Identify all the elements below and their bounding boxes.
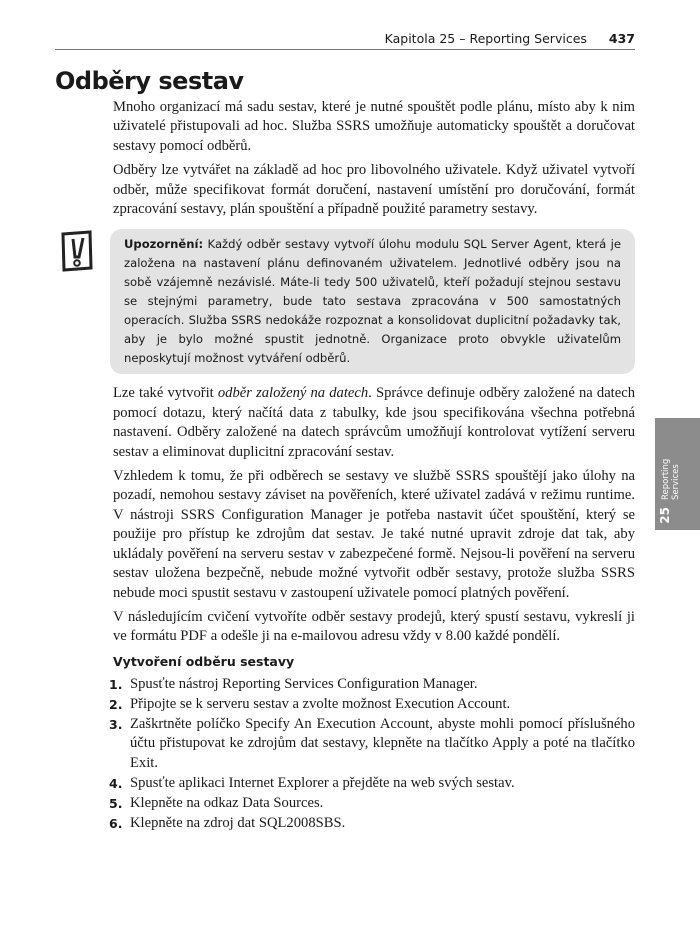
paragraph: Vzhledem k tomu, že při odběrech se sestavy ve službě SSRS spouštějí jako úlohy na pozadí, nemohou sestavy záviset na pověřeních, které uživatel zadává v režimu runtime. V nástroji SSRS Configuration Manager je potřeba nastavit účet spouštění, který se použije pro přístup ke zdrojům dat sestav. Je také nutné upravit zdroje dat tak, aby ukládaly pověření na serveru sestav v zabezpečené formě. Nejsou-li pověření na serveru sestav uložena bezpečně, nebude možné vytvořit odběr sestavy, protože služba SSRS nebude moci spustit sestavu v zastoupení uživatele pomocí platných pověření.: [113, 468, 635, 601]
callout-label: Upozornění:: [124, 237, 204, 252]
list-item: [109, 774, 635, 794]
warning-icon: [60, 230, 94, 272]
step-text: Klepněte na zdroj dat SQL2008SBS.: [130, 814, 346, 831]
section-title: Odběry sestav: [55, 67, 244, 95]
list-item: [109, 794, 635, 814]
paragraph: Odběry lze vytvářet na základě ad hoc pro libovolného uživatele. Když uživatel vytvoří odběr, může specifikovat formát doručení, nastavení umístění pro doručování, formát zpracování sestavy, plán spouštění a případně použité parametry sestavy.: [113, 162, 635, 218]
step-text: Zaškrtněte políčko Specify An Execution Account, abyste mohli pomocí příslušného účtu přistupovat ke zdrojům dat sestavy, klepněte na tlačítko Apply a poté na tlačítko Exit.: [130, 715, 635, 771]
main-text: [113, 384, 635, 646]
step-text: Spusťte aplikaci Internet Explorer a přejděte na web svých sestav.: [130, 774, 515, 791]
chapter-title: Kapitola 25 – Reporting Services: [384, 31, 587, 46]
list-item: [109, 715, 635, 774]
chapter-thumb-tab: [655, 418, 700, 530]
callout-text: Každý odběr sestavy vytvoří úlohu modulu SQL Server Agent, která je založena na nastavení plánu definovaném uživatelem. Jednotlivé odběry jsou na sobě vzájemně nezávislé. Máte-li tedy 500 uživatelů, kteří požadují stejnou sestavu se stejnými parametry, bude tato sestava zpracována v 500 samostatných operacích. Služba SSRS nedokáže rozpoznat a konsolidovat duplicitní požadavky tak, aby je bylo možné spustit jednotně. Organizace proto obvykle uživatelům neposkytují možnost vytváření odběrů.: [124, 237, 621, 366]
warning-block: [55, 229, 635, 374]
tab-number: 25: [658, 507, 672, 524]
list-item: [109, 814, 635, 834]
step-text: Klepněte na odkaz Data Sources.: [130, 794, 324, 811]
italic-term: odběr založený na datech: [217, 385, 369, 402]
step-text: Spusťte nástroj Reporting Services Configuration Manager.: [130, 675, 478, 692]
text-run: . Správce definuje odběry založené na datech pomocí dotazu, který načítá data z tabulky, kde jsou specifikována všechna potřebná nastavení. Odběry založené na datech správcům umožňují kontrolovat vytížení serveru sestav a eliminovat duplicitní zpracování sestav.: [113, 385, 635, 460]
page-number: 437: [608, 31, 635, 46]
step-number: 5.: [109, 795, 123, 811]
paragraph: [113, 384, 635, 462]
list-item: [109, 675, 635, 695]
text-run: Lze také vytvořit: [113, 385, 218, 402]
content-column: [55, 66, 635, 834]
warning-callout: [110, 229, 635, 374]
running-header: [55, 31, 635, 50]
tab-label: Reporting Services: [661, 458, 681, 500]
intro-text: [113, 98, 635, 219]
step-text: Připojte se k serveru sestav a zvolte možnost Execution Account.: [130, 695, 511, 712]
step-number: 6.: [109, 815, 123, 831]
step-number: 4.: [109, 775, 123, 791]
procedure-heading: Vytvoření odběru sestavy: [113, 653, 295, 669]
paragraph: V následujícím cvičení vytvoříte odběr sestavy prodejů, který spustí sestavu, vykreslí ji ve formátu PDF a odešle ji na e-mailovou adresu vždy v 8.00 každé pondělí.: [113, 608, 635, 645]
step-number: 3.: [109, 716, 123, 732]
paragraph: Mnoho organizací má sadu sestav, které je nutné spouštět podle plánu, místo aby k nim uživatelé přistupovali ad hoc. Služba SSRS umožňuje automaticky spouštět a doručovat sestavy pomocí odběrů.: [113, 99, 635, 154]
step-number: 1.: [109, 676, 123, 692]
step-number: 2.: [109, 696, 123, 712]
list-item: [109, 695, 635, 715]
steps-list: [109, 675, 635, 834]
